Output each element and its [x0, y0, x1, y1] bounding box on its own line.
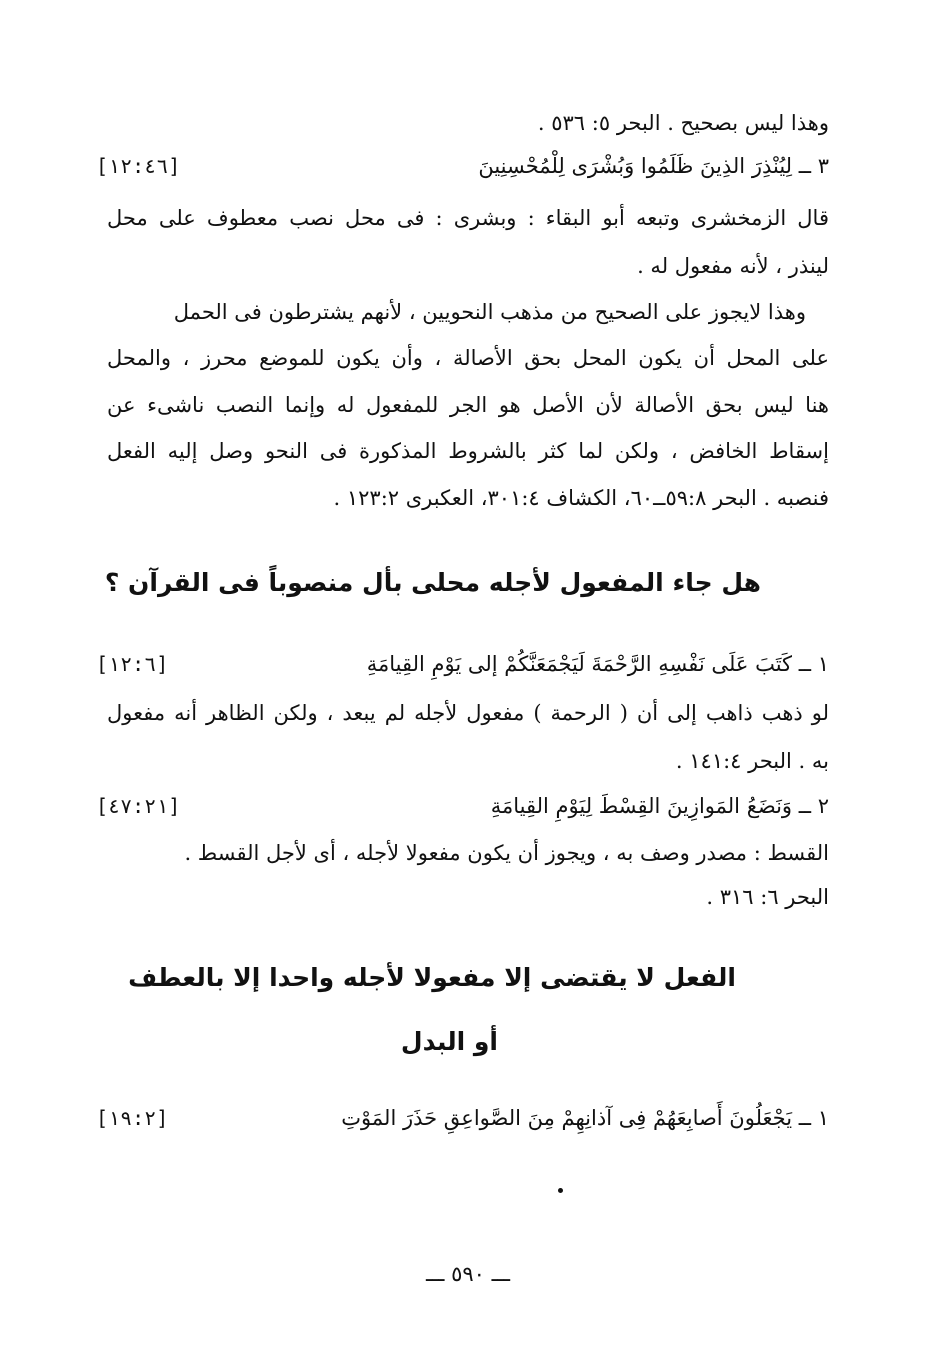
verse-reference: [١٢:٤٦] — [96, 154, 181, 178]
verse-row — [96, 648, 829, 680]
body-line: لو ذهب ذاهب إلى أن ( الرحمة ) مفعول لأجله لم يبعد ، ولكن الظاهر أنه مفعول — [107, 701, 829, 725]
verse-reference: [٤٧:٢١] — [96, 794, 181, 818]
body-line: فنصبه . البحر ٥٩:٨ــ٦٠، الكشاف ٣٠١:٤، العكبرى ١٢٣:٢ . — [333, 486, 829, 510]
section-heading: الفعل لا يقتضى إلا مفعولا لأجله واحدا إلا بالعطف — [128, 963, 736, 992]
body-line: لينذر ، لأنه مفعول له . — [637, 254, 829, 278]
verse-reference: [١٢:٦] — [96, 652, 169, 676]
quran-verse: ١ ــ يَجْعَلُونَ أَصابِعَهُمْ فِى آذانِهِمْ مِنَ الصَّواعِقِ حَذَرَ المَوْتِ — [341, 1106, 829, 1130]
body-line: البحر ٦: ٣١٦ . — [706, 885, 829, 909]
body-line: وهذا ليس بصحيح . البحر ٥: ٥٣٦ . — [537, 111, 829, 135]
body-line: القسط : مصدر وصف به ، ويجوز أن يكون مفعولا لأجله ، أى لأجل القسط . — [184, 841, 829, 865]
page-number: ـــ ٥٩٠ ـــ — [425, 1262, 511, 1286]
quran-verse: ٢ ــ وَنَضَعُ المَوازِينَ القِسْطَ لِيَوْمِ القِيامَةِ — [490, 794, 829, 818]
section-heading: هل جاء المفعول لأجله محلى بأل منصوباً فى القرآن ؟ — [104, 568, 761, 597]
body-line: به . البحر ١٤١:٤ . — [675, 749, 829, 773]
quran-verse: ١ ــ كَتَبَ عَلَى نَفْسِهِ الرَّحْمَةَ لَيَجْمَعَنَّكُمْ إلى يَوْمِ القِيامَةِ — [366, 652, 829, 676]
body-line: وهذا لايجوز على الصحيح من مذهب النحويين ، لأنهم يشترطون فى الحمل — [173, 300, 806, 324]
verse-row — [96, 790, 829, 822]
quran-verse: ٣ ــ لِيُنْذِرَ الذِينَ ظَلَمُوا وَبُشْرَى لِلْمُحْسِنِينَ — [478, 154, 829, 178]
body-line: على المحل أن يكون المحل بحق الأصالة ، وأن يكون للموضع محرز ، والمحل — [107, 346, 829, 370]
verse-row — [96, 1102, 829, 1134]
verse-row — [96, 150, 829, 182]
section-heading-continuation: أو البدل — [400, 1027, 498, 1056]
body-line: إسقاط الخافض ، ولكن لما كثر بالشروط المذكورة فى النحو وصل إليه الفعل — [107, 439, 829, 463]
stray-dot — [558, 1188, 563, 1193]
body-line: هنا ليس بحق الأصالة لأن الأصل هو الجر للمفعول له وإنما النصب ناشىء عن — [107, 393, 829, 417]
verse-reference: [١٩:٢] — [96, 1106, 169, 1130]
body-line: قال الزمخشرى وتبعه أبو البقاء : وبشرى : فى محل نصب معطوف على محل — [107, 206, 829, 230]
